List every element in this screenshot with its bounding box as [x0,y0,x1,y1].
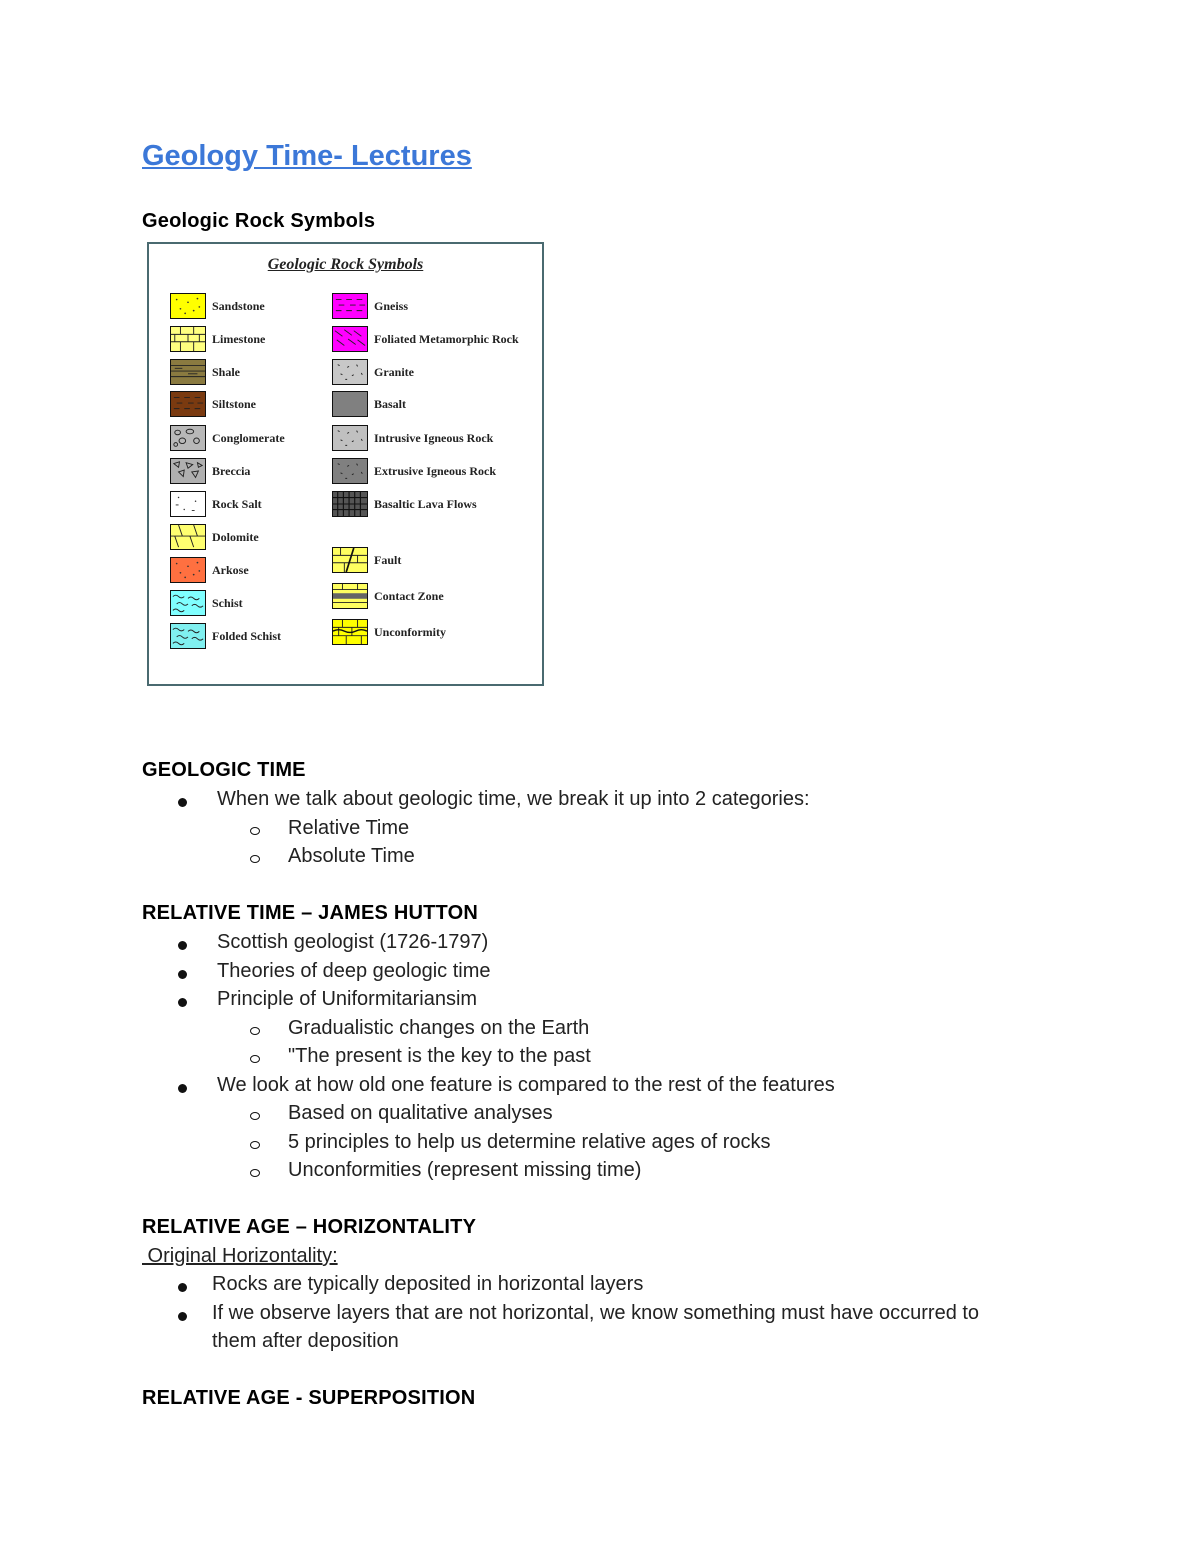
rock-swatch [332,359,368,385]
rock-symbols-heading: Geologic Rock Symbols [142,210,376,232]
rock-swatch [170,557,206,583]
legend-item-label: Foliated Metamorphic Rock [374,331,519,346]
legend-item [170,390,256,418]
rock-swatch [332,547,368,573]
rock-swatch [332,583,368,609]
legend-item [170,325,265,353]
original-horizontality-subheading: Original Horizontality: [142,1245,338,1267]
list-item: Rocks are typically deposited in horizontal layers [212,1273,644,1295]
legend-item-label: Schist [212,595,243,610]
hollow-bullet [250,1112,260,1120]
rock-swatch [332,425,368,451]
rock-swatch [170,590,206,616]
list-item: them after deposition [212,1330,399,1352]
legend-item [332,618,446,646]
hollow-bullet [250,827,260,835]
legend-item-label: Siltstone [212,396,257,411]
legend-item-label: Dolomite [212,529,259,544]
legend-item-label: Sandstone [212,298,265,313]
legend-item [170,589,243,617]
legend-item [332,457,496,485]
legend-item [332,582,444,610]
legend-item-label: Arkose [212,562,249,577]
legend-item [170,622,281,650]
list-item: Absolute Time [288,845,415,867]
bullet [178,1084,187,1093]
list-item: Unconformities (represent missing time) [288,1159,642,1181]
legend-item [170,490,262,518]
rock-swatch [170,524,206,550]
list-item: Theories of deep geologic time [217,959,491,982]
legend-item [332,490,477,518]
rock-swatch [170,293,206,319]
list-item: Gradualistic changes on the Earth [288,1016,590,1039]
list-item: "The present is the key to the past [288,1045,591,1067]
legend-item [332,358,414,386]
list-item: When we talk about geologic time, we break it up into 2 categories: [217,788,810,810]
list-item: Scottish geologist (1726-1797) [217,931,489,953]
legend-item-label: Folded Schist [212,628,282,643]
rock-swatch [332,391,368,417]
legend-item [170,424,285,452]
legend-item [170,457,250,485]
list-item: Principle of Uniformitariansim [217,988,478,1010]
legend-item-label: Fault [374,552,402,567]
legend-item [332,546,401,574]
rock-swatch [170,359,206,385]
page-title: Geology Time- Lectures [142,140,472,172]
rock-symbols-legend [147,242,544,686]
legend-item-label: Unconformity [374,624,446,639]
rock-swatch [332,293,368,319]
rock-swatch [170,458,206,484]
hollow-bullet [250,1027,260,1035]
hollow-bullet [250,1141,260,1149]
rock-swatch [332,619,368,645]
rock-swatch [170,326,206,352]
list-item: If we observe layers that are not horizontal, we know something must have occurred to [212,1301,980,1324]
geologic-time-heading: GEOLOGIC TIME [142,759,306,781]
list-item: 5 principles to help us determine relative ages of rocks [288,1130,771,1153]
bullet [178,941,187,950]
legend-item [170,556,249,584]
bullet [178,1283,187,1292]
legend-item-label: Gneiss [374,298,409,313]
rock-swatch [332,458,368,484]
legend-item-label: Rock Salt [212,496,262,511]
legend-item-label: Basalt [374,396,407,411]
legend-item-label: Extrusive Igneous Rock [374,463,497,478]
rock-swatch [170,391,206,417]
rock-swatch [332,491,368,517]
bullet [178,798,187,807]
rock-swatch [170,491,206,517]
legend-item [332,292,408,320]
rock-swatch [170,623,206,649]
legend-item [332,424,493,452]
hollow-bullet [250,855,260,863]
horizontality-heading: RELATIVE AGE – HORIZONTALITY [142,1216,477,1238]
rock-swatch [332,326,368,352]
legend-item-label: Shale [212,364,241,379]
bullet [178,998,187,1007]
legend-item [170,358,240,386]
bullet [178,970,187,979]
hollow-bullet [250,1169,260,1177]
legend-item-label: Granite [374,364,414,379]
legend-item [170,523,259,551]
superposition-heading: RELATIVE AGE - SUPERPOSITION [142,1387,476,1409]
legend-item-label: Basaltic Lava Flows [374,496,477,511]
legend-title: Geologic Rock Symbols [267,256,424,273]
legend-item-label: Limestone [212,331,266,346]
rock-swatch [170,425,206,451]
relative-time-heading: RELATIVE TIME – JAMES HUTTON [142,902,479,924]
legend-item [170,292,265,320]
list-item: Relative Time [288,816,410,839]
legend-item [332,390,406,418]
legend-item-label: Intrusive Igneous Rock [374,430,494,445]
legend-item-label: Conglomerate [212,430,285,445]
list-item: Based on qualitative analyses [288,1102,553,1124]
legend-item [332,325,519,353]
legend-item-label: Breccia [212,463,251,478]
legend-item-label: Contact Zone [374,588,444,603]
hollow-bullet [250,1055,260,1063]
bullet [178,1312,187,1321]
list-item: We look at how old one feature is compared to the rest of the features [217,1073,835,1096]
